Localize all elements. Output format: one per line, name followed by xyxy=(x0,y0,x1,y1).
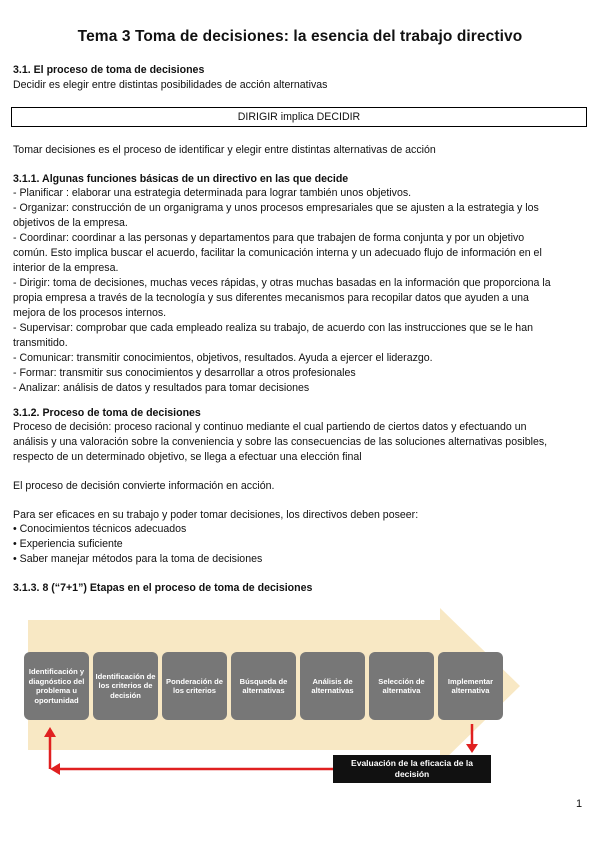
section-text: Decidir es elegir entre distintas posibilidades de acción alternativas xyxy=(13,79,328,91)
step-ponderacion-criterios: Ponderación de los criterios xyxy=(162,652,227,720)
section-heading-3-1-2: 3.1.2. Proceso de toma de decisiones xyxy=(13,407,201,419)
definition-text: Tomar decisiones es el proceso de identificar y elegir entre distintas alternativas de acción xyxy=(13,144,436,156)
page-number: 1 xyxy=(576,798,583,810)
list-item: - Planificar : elaborar una estrategia determinada para lograr también unos objetivos. xyxy=(13,187,412,199)
list-item: mejora de los procesos internos. xyxy=(13,307,167,319)
requirements-intro: Para ser eficaces en su trabajo y poder tomar decisiones, los directivos deben poseer: xyxy=(13,509,419,521)
section-heading-3-1: 3.1. El proceso de toma de decisiones xyxy=(13,64,205,76)
highlight-box: DIRIGIR implica DECIDIR xyxy=(11,107,587,127)
step-seleccion-alternativa: Selección de alternativa xyxy=(369,652,434,720)
list-item: • Conocimientos técnicos adecuados xyxy=(13,523,187,535)
list-item: - Formar: transmitir sus conocimientos y desarrollar a otros profesionales xyxy=(13,367,356,379)
step-analisis-alternativas: Análisis de alternativas xyxy=(300,652,365,720)
step-implementar-alternativa: Implementar alternativa xyxy=(438,652,503,720)
paragraph-line: respecto de un determinado objetivo, se llega a efectuar una elección final xyxy=(13,451,362,463)
step-identificacion-problema: Identificación y diagnóstico del problema u oportunidad xyxy=(24,652,89,720)
list-item: - Comunicar: transmitir conocimientos, objetivos, resultados. Ayuda a ejercer el liderazgo. xyxy=(13,352,433,364)
convert-text: El proceso de decisión convierte información en acción. xyxy=(13,480,275,492)
arrow-left-head xyxy=(50,763,60,775)
step-identificacion-criterios: Identificación de los criterios de decisión xyxy=(93,652,158,720)
section-heading-3-1-3: 3.1.3. 8 (“7+1”) Etapas en el proceso de toma de decisiones xyxy=(13,582,313,594)
list-item: - Supervisar: comprobar que cada empleado realiza su trabajo, de acuerdo con las instrucciones que se le han xyxy=(13,322,533,334)
paragraph-line: análisis y una valoración sobre la conveniencia y sobre las consecuencias de las soluciones alternativas posibles, xyxy=(13,436,548,448)
list-item: propia empresa a través de la tecnología y sus diferentes mecanismos para recopilar datos que ayuden a una xyxy=(13,292,529,304)
list-item: • Experiencia suficiente xyxy=(13,538,123,550)
list-item: - Dirigir: toma de decisiones, muchas veces rápidas, y otras muchas basadas en la información que proporciona la xyxy=(13,277,551,289)
section-heading-3-1-1: 3.1.1. Algunas funciones básicas de un directivo en las que decide xyxy=(13,173,349,185)
list-item: • Saber manejar métodos para la toma de decisiones xyxy=(13,553,263,565)
step-busqueda-alternativas: Búsqueda de alternativas xyxy=(231,652,296,720)
list-item: - Organizar: construcción de un organigrama y unos procesos empresariales que se ajusten a la estrategia y los xyxy=(13,202,539,214)
list-item: - Analizar: análisis de datos y resultados para tomar decisiones xyxy=(13,382,310,394)
list-item: transmitido. xyxy=(13,337,68,349)
evaluation-box: Evaluación de la eficacia de la decisión xyxy=(333,755,491,783)
list-item: - Coordinar: coordinar a las personas y departamentos para que trabajen de forma conjunta y por un objetivo xyxy=(13,232,525,244)
page-title: Tema 3 Toma de decisiones: la esencia del trabajo directivo xyxy=(77,28,523,45)
list-item: objetivos de la empresa. xyxy=(13,217,128,229)
list-item: interior de la empresa. xyxy=(13,262,119,274)
list-item: común. Esto implica buscar el acuerdo, facilitar la comunicación interna y un adecuado flujo de información en el xyxy=(13,247,542,259)
paragraph-line: Proceso de decisión: proceso racional y continuo mediante el cual partiendo de ciertos datos y efectuando un xyxy=(13,421,527,433)
arrow-down-head xyxy=(466,744,478,753)
